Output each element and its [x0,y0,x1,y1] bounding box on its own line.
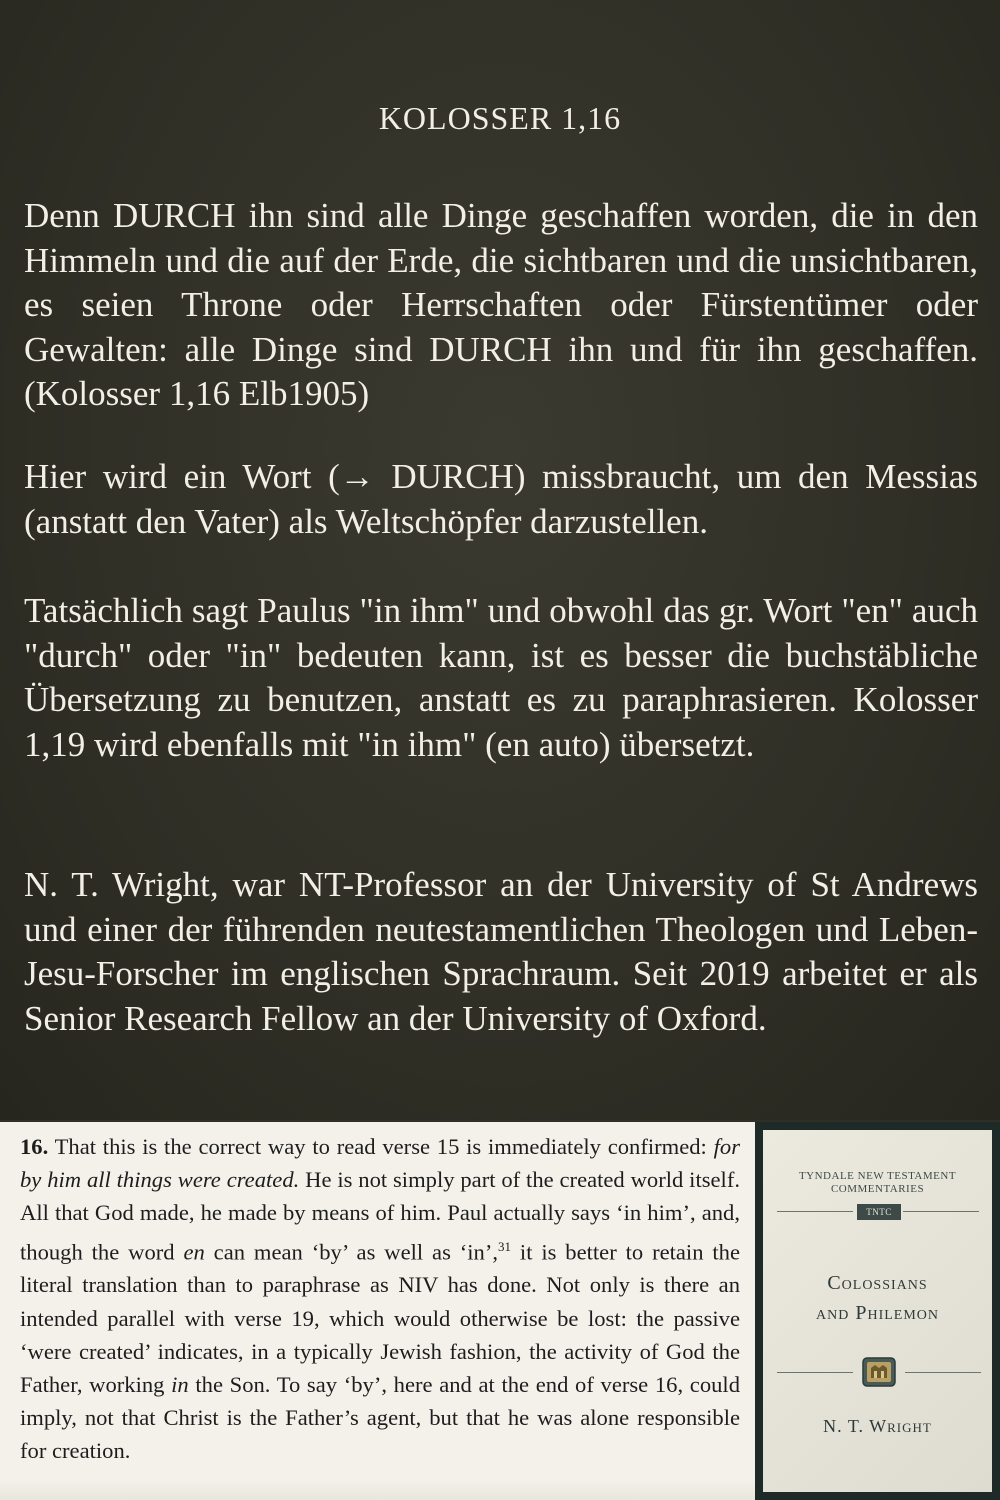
seal-emblem-icon [859,1352,899,1392]
divider [777,1211,853,1212]
commentary-excerpt [0,1122,755,1500]
book-author: N. T. Wright [823,1416,932,1436]
claim-paragraph: Hier wird ein Wort (→ DURCH) missbraucht, um den Messias (anstatt den Vater) als Weltschöpfer darzustellen. [24,457,978,541]
excerpt-text: 16. That this is the correct way to read verse 15 is immediately confirmed: for by him all things were created. He is not simply part of the created world itself. All that God made, he made by means of him. Paul actually says ‘in him’, and, though the word en can mean ‘by’ as well as ‘in’,$^{31}$ it is better to retain the literal translation than to paraphrase as NIV has done. Not only is there an intended parallel with verse 19, which would otherwise be lost: the passive ‘were created’ indicates, in a typically Jewish fashion, the activity of God the Father, working in the Son. To say ‘by’, here and at the end of verse 16, could imply, not that Christ is the Father’s agent, but that he was alone responsible for creation. [20,1134,740,1464]
book-cover-face [763,1130,992,1492]
page-title: KOLOSSER 1,16 [378,100,622,136]
divider [905,1372,981,1373]
author-bio-paragraph: N. T. Wright, war NT-Professor an der University of St Andrews und einer der führenden neutestamentlichen Theologen und Leben-Jesu-Forscher im englischen Sprachraum. Seit 2019 arbeitet er als Senior Research Fellow an der University of Oxford. [24,865,978,1038]
book-title: Colossians and Philemon [816,1272,939,1324]
footnote-marker: 31 [498,1238,512,1254]
explanation-paragraph: Tatsächlich sagt Paulus "in ihm" und obwohl das gr. Wort "en" auch "durch" oder "in" bedeuten kann, ist es besser die buchstäbliche Übersetzung zu benutzen, anstatt es zu paraphrasieren. Kolosser 1,19 wird ebenfalls mit "in ihm" (en auto) übersetzt. [24,591,978,764]
bible-verse-paragraph: Denn DURCH ihn sind alle Dinge geschaffen worden, die in den Himmeln und die auf der Erde, die sichtbaren und die unsichtbaren, es seien Throne oder Herrschaften oder Fürstentümer oder Gewalten: alle Dinge sind DURCH ihn und für ihn geschaffen. (Kolosser 1,16 Elb1905) [24,196,978,413]
divider [903,1211,979,1212]
tntc-badge: TNTC [857,1204,901,1220]
series-name: TYNDALE NEW TESTAMENT COMMENTARIES [798,1170,957,1195]
divider [777,1372,853,1373]
book-cover [755,1122,1000,1500]
excerpt-verse-number: 16. [20,1134,49,1159]
page-bleed [0,1480,755,1500]
